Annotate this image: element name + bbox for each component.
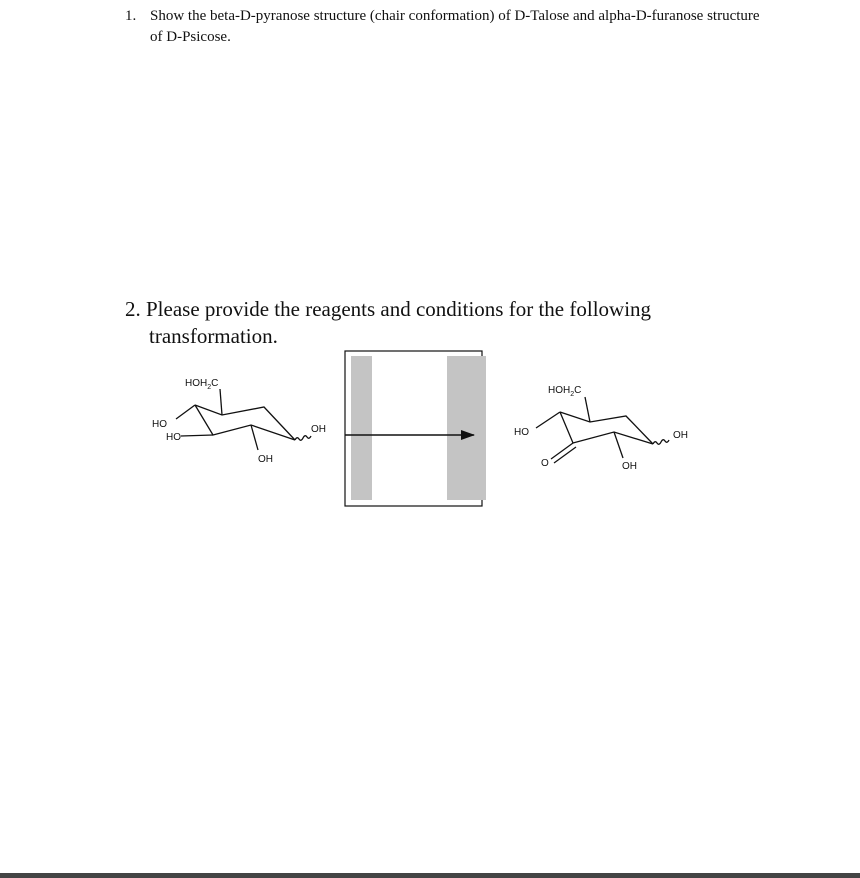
reactant-structure xyxy=(176,389,311,450)
product-wavy-bond xyxy=(653,440,669,445)
reactant-oh-bottom-label: OH xyxy=(258,454,273,465)
page-bottom-border xyxy=(0,873,860,878)
reactant-oh-bottom-bond xyxy=(251,425,258,450)
product-ho-bond xyxy=(536,412,560,428)
reactant-ho-lower-bond xyxy=(181,435,213,436)
reactant-ho-lower-label: HO xyxy=(166,432,181,443)
reagent-box xyxy=(345,351,486,506)
question-1-text: Show the beta-D-pyranose structure (chair conformation) of D-Talose and alpha-D-furanose structure of D-Psicose. xyxy=(150,8,760,45)
question-1-number: 1. xyxy=(125,8,137,24)
product-ch2oh-bond xyxy=(585,397,590,422)
question-2-line-2: transformation. xyxy=(149,324,278,348)
product-oh-right-label: OH xyxy=(673,430,688,441)
reactant-oh-right-label: OH xyxy=(311,424,326,435)
product-carbonyl-o-label: O xyxy=(541,458,549,469)
product-oh-bottom-label: OH xyxy=(622,461,637,472)
product-structure xyxy=(536,397,669,463)
product-ho-label: HO xyxy=(514,427,529,438)
reactant-ch2oh-bond xyxy=(220,389,222,415)
reactant-ch2oh-label: $HOH_2C$ xyxy=(185,378,219,391)
reagent-blank-above[interactable] xyxy=(351,356,372,500)
reactant-wavy-bond xyxy=(295,436,311,441)
reactant-ho-upper-bond xyxy=(176,405,195,419)
reactant-ho-upper-label: HO xyxy=(152,419,167,430)
product-ch2oh-label: $HOH_2C$ xyxy=(548,385,582,398)
product-oh-bottom-bond xyxy=(614,432,623,458)
question-2-line-1: 2. Please provide the reagents and conditions for the following xyxy=(125,297,652,321)
reagent-blank-below[interactable] xyxy=(447,356,486,500)
